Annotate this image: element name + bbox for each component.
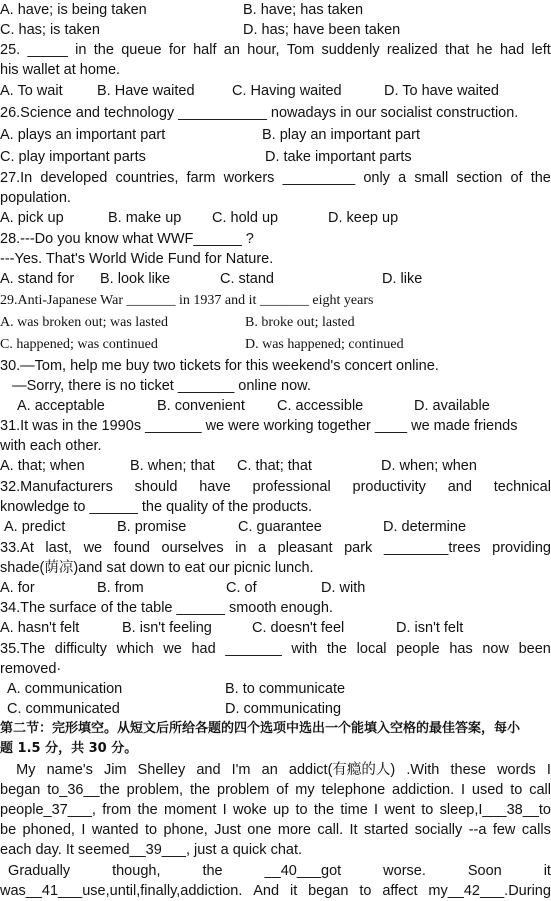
answer-option: D. available — [414, 398, 490, 414]
word: went — [384, 802, 415, 818]
text-line: 29.Anti-Japanese War _______ in 1937 and it _______ eight years — [0, 293, 374, 308]
answer-options — [0, 396, 551, 416]
text-line: 34.The surface of the table ______ smooth enough. — [0, 600, 333, 616]
word: worse. — [383, 863, 426, 879]
word: last, — [45, 540, 73, 556]
word: up — [273, 802, 290, 818]
answer-option: A. hasn't felt — [0, 620, 80, 636]
word: Soon — [467, 863, 502, 879]
answer-option: D. keep up — [328, 210, 399, 226]
word: time — [340, 802, 368, 818]
word: ________trees — [383, 540, 481, 556]
word: productivity — [352, 479, 426, 495]
answer-options — [0, 0, 551, 20]
word: have — [199, 479, 231, 495]
word: to_36__the — [47, 782, 120, 798]
word: socially — [414, 822, 463, 838]
answer-option: C. Having waited — [232, 83, 342, 99]
word: countries, — [115, 170, 179, 186]
word: I — [546, 762, 551, 778]
text-line: 30.—Tom, help me buy two tickets for this weekend's concert online. — [0, 358, 439, 374]
word: to — [295, 802, 308, 818]
answer-option: B. from — [97, 580, 144, 596]
answer-option: A. have; is being taken — [0, 2, 147, 18]
word: __40___got — [264, 863, 342, 879]
word: wanted — [91, 822, 139, 838]
answer-option: C. doesn't feel — [252, 620, 345, 636]
word: a — [398, 170, 407, 186]
answer-option: C. happened; was continued — [0, 337, 158, 352]
word: words — [497, 762, 536, 778]
answer-option: D. determine — [383, 519, 467, 535]
text-line: knowledge to ______ the quality of the products. — [0, 499, 312, 515]
word: technical — [493, 479, 551, 495]
answer-options — [0, 81, 551, 101]
word: hour, — [247, 42, 280, 58]
answer-option: D. has; have been taken — [243, 22, 401, 38]
word: addiction. — [392, 782, 455, 798]
text-line: each day. It seemed__39___, just a quick chat. — [0, 842, 303, 858]
word: my__42___.During — [428, 883, 551, 899]
text-line: his wallet at home. — [0, 62, 121, 78]
word: which — [116, 641, 154, 657]
answer-option: B. promise — [117, 519, 187, 535]
word: be — [0, 822, 17, 838]
word: had — [499, 42, 525, 58]
word: found — [113, 540, 150, 556]
word: the — [93, 42, 114, 58]
word: an — [223, 42, 240, 58]
word: call. — [317, 822, 344, 838]
word: farm — [186, 170, 216, 186]
justified-line — [0, 719, 551, 739]
answer-options — [0, 125, 551, 145]
word: 27.In — [0, 170, 33, 186]
word: Just — [214, 822, 241, 838]
word: problem, — [126, 782, 184, 798]
text-line: population. — [0, 190, 71, 206]
justified-line — [0, 760, 551, 780]
text-line: 31.It was in the 1990s _______ we were working together ____ we made friends — [0, 418, 518, 434]
answer-option: C. play important parts — [0, 149, 146, 165]
answer-option: B. isn't feeling — [122, 620, 212, 636]
word: I — [81, 822, 86, 838]
word: .With — [406, 762, 440, 778]
answer-option: D. when; when — [381, 458, 477, 474]
word: we — [163, 641, 182, 657]
answer-options — [0, 456, 551, 476]
answer-options — [0, 313, 551, 333]
answer-option: B. make up — [108, 210, 182, 226]
word: half — [193, 42, 217, 58]
word: workers — [223, 170, 275, 186]
answer-options — [0, 208, 551, 228]
word: the — [313, 802, 335, 818]
answer-option: B. look like — [100, 271, 171, 287]
answer-option: C. guarantee — [238, 519, 322, 535]
word: 第二节：完形填空。从短文后所给各题的四个选项中选出一个能填入空格的最佳答案，每小 — [0, 721, 521, 736]
word: for — [168, 42, 186, 58]
word: with — [291, 641, 318, 657]
word: 35.The — [0, 641, 46, 657]
word: and — [447, 479, 472, 495]
answer-option: A. To wait — [0, 83, 63, 99]
word: had — [191, 641, 216, 657]
answer-option: A. stand for — [0, 271, 75, 287]
answer-option: C. stand — [220, 271, 274, 287]
word: it — [543, 863, 551, 879]
word: calls — [521, 822, 551, 838]
answer-option: D. with — [321, 580, 366, 596]
word: began — [308, 883, 349, 899]
justified-line — [0, 780, 551, 800]
word: call — [529, 782, 551, 798]
word: in — [235, 540, 247, 556]
word: my — [295, 782, 315, 798]
word: of — [510, 170, 523, 186]
answer-option: A. that; when — [0, 458, 85, 474]
word: 33.At — [0, 540, 34, 556]
text-line: —Sorry, there is no ticket _______ online now. — [0, 378, 311, 394]
word: the — [137, 802, 158, 818]
word: that — [444, 42, 470, 58]
answer-option: A. communication — [7, 681, 123, 697]
word: sleep,I___38__to — [439, 802, 551, 818]
text-line: 28.---Do you know what WWF______ ? — [0, 231, 254, 247]
answer-option: B. play an important part — [262, 127, 420, 143]
word: local — [356, 641, 387, 657]
word: more — [277, 822, 311, 838]
answer-option: A. plays an important part — [0, 127, 166, 143]
word: name's — [46, 762, 93, 778]
word: used — [471, 782, 504, 798]
word: of — [276, 782, 289, 798]
word: has — [449, 641, 473, 657]
answer-option: C. of — [226, 580, 257, 596]
word: Tom — [286, 42, 315, 58]
answer-option: A. predict — [4, 519, 66, 535]
answer-option: C. that; that — [237, 458, 312, 474]
word: should — [134, 479, 178, 495]
justified-line — [0, 538, 551, 558]
justified-line — [0, 820, 551, 840]
answer-option: A. pick up — [0, 210, 64, 226]
answer-options — [0, 618, 551, 638]
word: left — [531, 42, 551, 58]
answer-option: D. take important parts — [265, 149, 412, 165]
word: difficulty — [54, 641, 107, 657]
word: _____ — [27, 42, 68, 58]
justified-line — [0, 168, 551, 188]
word: It — [349, 822, 358, 838]
word: _________ — [282, 170, 356, 186]
word: Jim — [103, 762, 127, 778]
answer-option: D. isn't felt — [396, 620, 464, 636]
answer-options — [0, 679, 551, 699]
answer-option: B. have; has taken — [243, 2, 364, 18]
text-line: 26.Science and technology ___________ nowadays in our socialist construction. — [0, 105, 519, 121]
answer-option: C. hold up — [212, 210, 279, 226]
text-line: with each other. — [0, 438, 102, 454]
answer-options — [0, 517, 551, 537]
word: began — [0, 782, 41, 798]
word: My — [0, 762, 36, 778]
answer-option: C. accessible — [277, 398, 364, 414]
text-line: 题 1.5 分，共 30 分。 — [0, 741, 138, 756]
answer-option: D. To have waited — [384, 83, 499, 99]
answer-options — [0, 699, 551, 719]
word: to — [510, 782, 523, 798]
word: to — [421, 802, 434, 818]
word: _______ — [225, 641, 282, 657]
justified-line — [0, 477, 551, 497]
word: I — [460, 782, 466, 798]
word: few — [492, 822, 516, 838]
word: park — [344, 540, 373, 556]
word: section — [456, 170, 503, 186]
word: affect — [382, 883, 418, 899]
word: suddenly — [321, 42, 380, 58]
justified-line — [0, 881, 551, 901]
word: And — [253, 883, 280, 899]
word: woke — [232, 802, 267, 818]
word: I — [222, 802, 227, 818]
answer-option: B. Have waited — [97, 83, 195, 99]
word: moment — [163, 802, 217, 818]
word: in — [75, 42, 87, 58]
answer-option: B. convenient — [157, 398, 245, 414]
word: developed — [40, 170, 108, 186]
word: I — [374, 802, 379, 818]
word: the — [326, 641, 348, 657]
word: problem — [217, 782, 270, 798]
word: 25. — [0, 42, 21, 58]
word: I'm — [231, 762, 251, 778]
answer-option: B. when; that — [130, 458, 215, 474]
word: to — [359, 883, 372, 899]
word: realized — [386, 42, 438, 58]
word: was__41___use,until,finally,addiction. — [0, 883, 243, 899]
word: professional — [252, 479, 331, 495]
word: the — [530, 170, 551, 186]
word: addict(有瘾的人) — [288, 762, 396, 778]
word: one — [247, 822, 272, 838]
word: it — [289, 883, 298, 899]
answer-option: A. for — [0, 580, 35, 596]
word: phone, — [163, 822, 208, 838]
word: these — [450, 762, 486, 778]
answer-option: D. communicating — [225, 701, 342, 717]
word: been — [518, 641, 551, 657]
justified-line — [0, 861, 551, 881]
word: telephone — [321, 782, 386, 798]
answer-options — [0, 147, 551, 167]
word: phoned, — [22, 822, 75, 838]
answer-options — [0, 335, 551, 355]
answer-option: A. was broken out; was lasted — [0, 315, 168, 330]
answer-option: C. has; is taken — [0, 22, 100, 38]
word: an — [261, 762, 278, 778]
word: we — [83, 540, 103, 556]
justified-line — [0, 800, 551, 820]
word: started — [363, 822, 409, 838]
answer-options — [0, 269, 551, 289]
word: Shelley — [137, 762, 186, 778]
answer-option: C. communicated — [7, 701, 120, 717]
word: pleasant — [277, 540, 333, 556]
answer-options — [0, 578, 551, 598]
word: providing — [492, 540, 551, 556]
word: though, — [112, 863, 161, 879]
justified-line — [0, 639, 551, 659]
text-line: ---Yes. That's World Wide Fund for Nature. — [0, 251, 274, 267]
word: Gradually — [0, 863, 71, 879]
word: people_37___, — [0, 802, 96, 818]
word: the — [189, 782, 211, 798]
word: from — [102, 802, 132, 818]
word: only — [363, 170, 390, 186]
answer-option: D. was happened; continued — [245, 337, 404, 352]
word: --a — [468, 822, 487, 838]
justified-line — [0, 40, 551, 60]
answer-options — [0, 20, 551, 40]
word: 32.Manufacturers — [0, 479, 113, 495]
answer-option: B. broke out; lasted — [245, 315, 355, 330]
answer-option: B. to communicate — [225, 681, 346, 697]
word: he — [476, 42, 493, 58]
answer-option: A. acceptable — [17, 398, 105, 414]
word: a — [258, 540, 267, 556]
word: now — [482, 641, 509, 657]
answer-option: D. like — [382, 271, 423, 287]
word: people — [396, 641, 440, 657]
word: and — [196, 762, 221, 778]
word: queue — [121, 42, 162, 58]
word: to — [144, 822, 158, 838]
word: small — [414, 170, 449, 186]
text-line: removed· — [0, 661, 62, 677]
word: the — [202, 863, 223, 879]
word: ourselves — [161, 540, 224, 556]
text-line: shade(荫凉)and sat down to eat our picnic lunch. — [0, 560, 314, 576]
